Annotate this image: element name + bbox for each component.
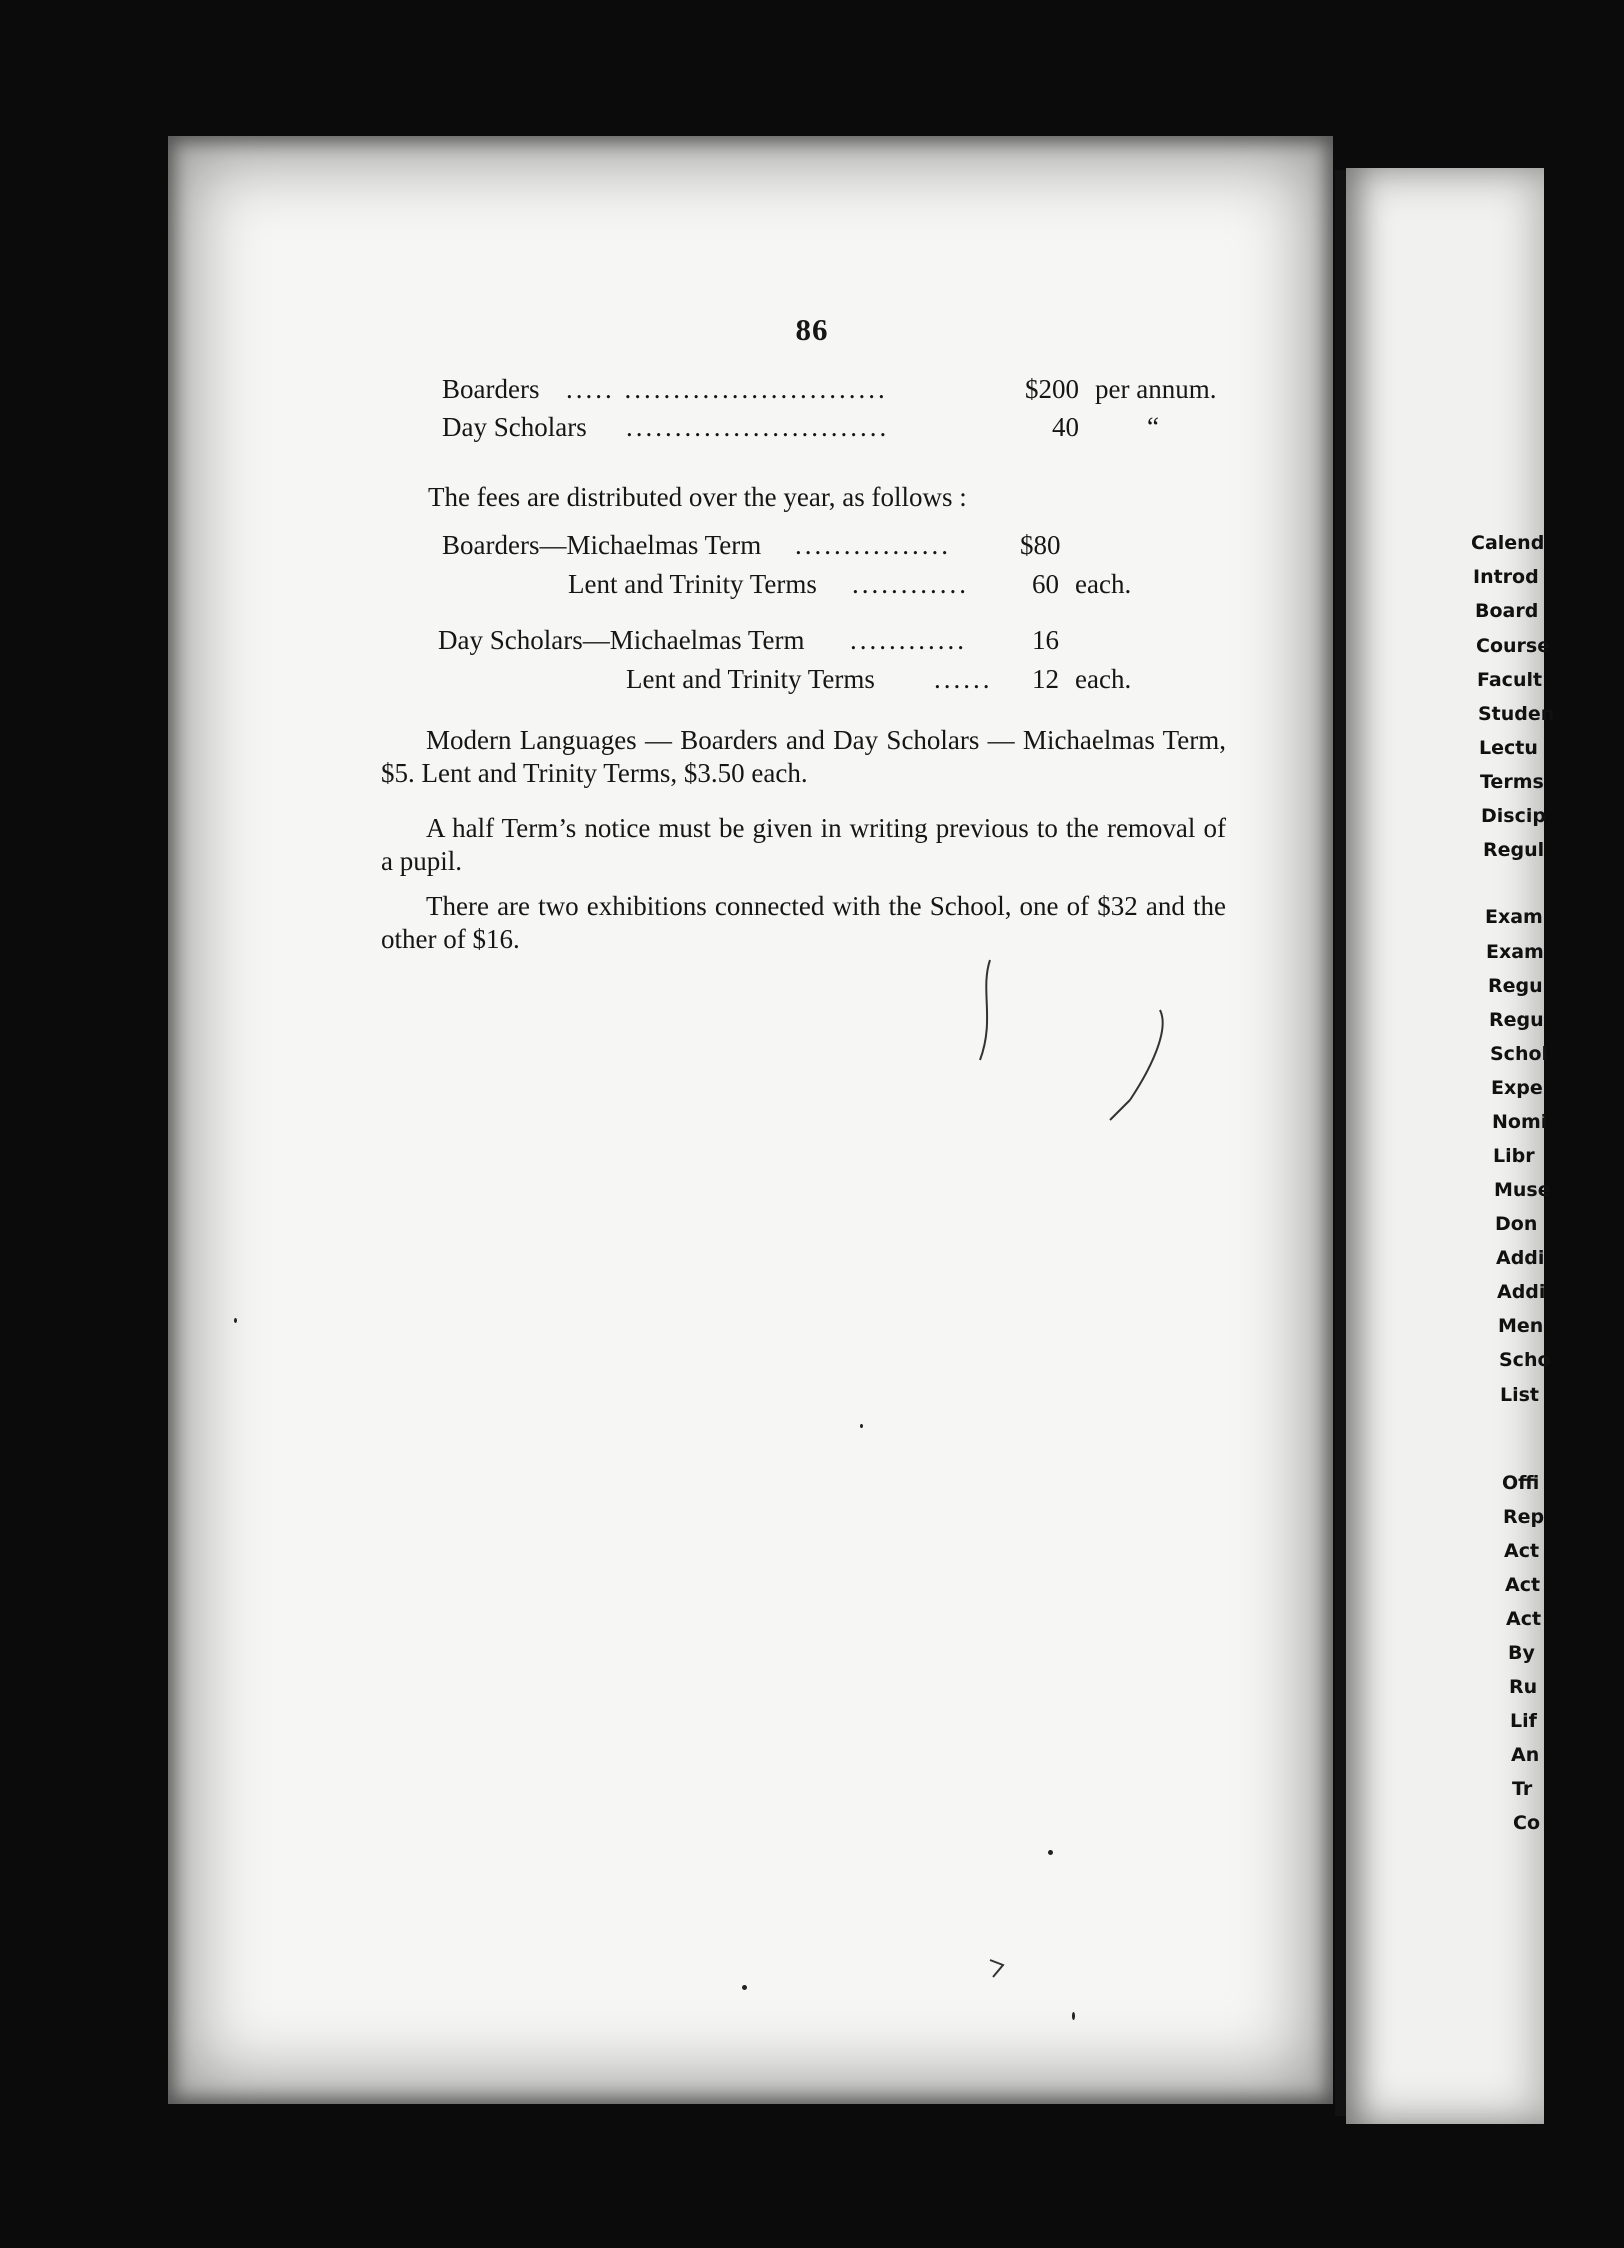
facing-index-entry: Addi — [1497, 1281, 1546, 1303]
day-michaelmas-label: Day Scholars—Michaelmas Term — [438, 625, 805, 655]
fee-leader: ........................... — [626, 412, 890, 442]
fee-line-boarders — [442, 376, 539, 403]
facing-index-entry: Studen — [1478, 703, 1555, 725]
fee-label: Day Scholars — [442, 412, 587, 442]
boarders-lent-amount: 60 — [1032, 569, 1059, 599]
facing-index-entry: Terms — [1480, 771, 1544, 793]
facing-index-entry: Calend — [1471, 532, 1545, 554]
notice-paragraph: A half Term’s notice must be given in writing previous to the removal of a pupil. — [381, 813, 1226, 876]
facing-index-entry: Regu — [1488, 975, 1543, 997]
facing-index-entry: Libr — [1493, 1145, 1535, 1167]
boarders-michaelmas-label: Boarders—Michaelmas Term — [442, 530, 762, 560]
day-michaelmas-amount: 16 — [1032, 625, 1059, 655]
facing-index-entry: Offi — [1502, 1472, 1540, 1494]
facing-index-entry: Act — [1504, 1540, 1540, 1562]
facing-index-entry: Schol — [1490, 1043, 1549, 1065]
facing-index-entry: Addi — [1496, 1247, 1545, 1269]
day-lent-leader: ...... — [934, 664, 993, 694]
pencil-marks — [960, 950, 1220, 1170]
boarders-michaelmas-amount: $80 — [1020, 530, 1061, 560]
day-lent-amount: 12 — [1032, 664, 1059, 694]
pencil-mark-small — [985, 1955, 1015, 1985]
facing-index-entry: List — [1500, 1384, 1540, 1406]
facing-index-entry: Act — [1505, 1574, 1541, 1596]
speck — [1072, 2012, 1075, 2020]
facing-index-entry: Discip — [1481, 805, 1546, 827]
day-lent-label: Lent and Trinity Terms — [626, 664, 875, 694]
exhibitions-paragraph: There are two exhibitions connected with the School, one of $32 and the other of $16. — [381, 891, 1226, 954]
facing-index-entry: Nomi — [1492, 1111, 1548, 1133]
facing-index-entry: Lectu — [1479, 737, 1538, 759]
fee-amount: $200 — [1025, 374, 1079, 404]
facing-index-entry: Muse — [1494, 1179, 1551, 1201]
facing-index-entry: Co — [1513, 1812, 1540, 1834]
facing-index-entry: Facult — [1477, 669, 1543, 691]
facing-index-entry: By — [1508, 1642, 1535, 1664]
fee-label: Boarders — [442, 374, 540, 404]
facing-index-entry: Don — [1495, 1213, 1538, 1235]
page-number: 86 — [795, 312, 829, 347]
facing-index-entry: An — [1511, 1744, 1540, 1766]
speck — [234, 1318, 237, 1323]
facing-index-entry: Ru — [1509, 1676, 1538, 1698]
distribution-intro: The fees are distributed over the year, as follows : — [428, 482, 967, 512]
facing-index-entry: Regu — [1489, 1009, 1544, 1031]
boarders-lent-suffix: each. — [1075, 569, 1132, 599]
fee-leader: ..... ........................... — [566, 374, 888, 404]
day-michaelmas-leader: ............ — [850, 625, 967, 655]
facing-index-entry: Regul — [1483, 839, 1545, 861]
boarders-lent-leader: ............ — [852, 569, 969, 599]
facing-index-entry: Expe — [1491, 1077, 1543, 1099]
book-binding — [1335, 170, 1346, 2116]
facing-index-entry: Men — [1498, 1315, 1544, 1337]
facing-index-entry: Scho — [1499, 1349, 1551, 1371]
facing-index-entry: Exam — [1485, 906, 1543, 928]
speck — [742, 1985, 747, 1990]
facing-index-entry: Rep — [1503, 1506, 1545, 1528]
facing-index-entry: Lif — [1510, 1710, 1537, 1732]
speck — [860, 1424, 863, 1428]
day-lent-suffix: each. — [1075, 664, 1132, 694]
facing-index-entry: Act — [1506, 1608, 1542, 1630]
facing-index-entry: Exam — [1486, 941, 1544, 963]
boarders-michaelmas-leader: ................ — [795, 530, 951, 560]
facing-index-entry: Board — [1475, 600, 1539, 622]
fee-suffix: “ — [1147, 412, 1159, 442]
facing-index-entry: Introd — [1473, 566, 1539, 588]
modern-languages-paragraph: Modern Languages — Boarders and Day Scholars — Michaelmas Term, $5. Lent and Trinity Terms, $3.50 each. — [381, 725, 1226, 788]
speck — [1048, 1850, 1053, 1855]
facing-index-entry: Course — [1476, 635, 1551, 657]
fee-suffix: per annum. — [1095, 374, 1217, 404]
facing-index-entry: Tr — [1512, 1778, 1533, 1800]
boarders-lent-label: Lent and Trinity Terms — [568, 569, 817, 599]
fee-amount: 40 — [1052, 412, 1079, 442]
